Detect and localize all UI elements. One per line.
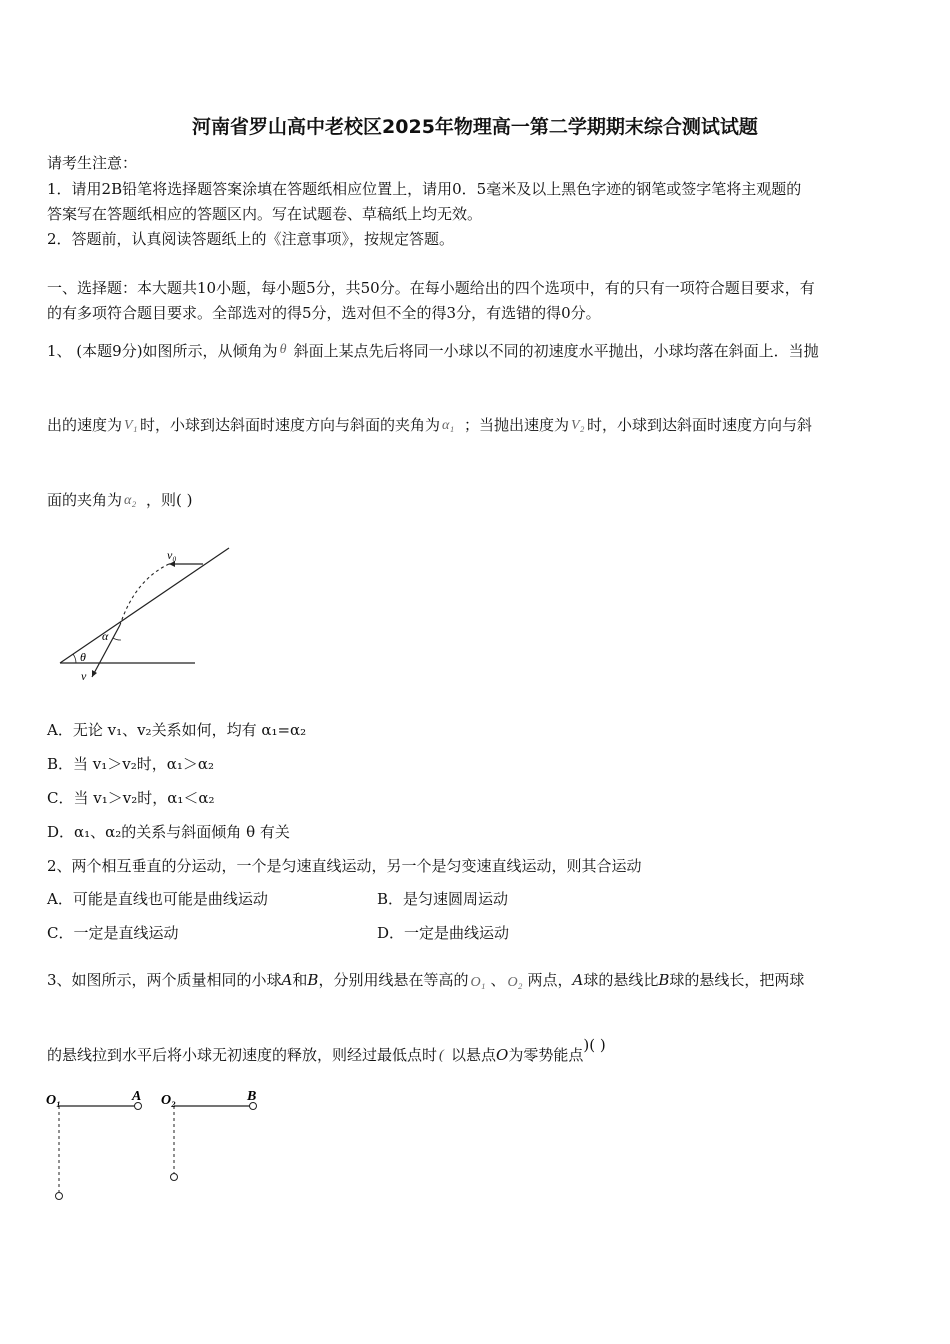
q1-stem-part: 斜面上某点先后将同一小球以不同的初速度水平抛出，小球均落在斜面上．当抛 bbox=[293, 342, 819, 360]
o1-label: O₁ bbox=[46, 1093, 61, 1108]
page-title: 河南省罗山高中老校区2025年物理高一第二学期期末综合测试试题 bbox=[192, 116, 758, 138]
q3-stem-line2 bbox=[47, 1036, 606, 1065]
q3-stem-part: )( ) bbox=[583, 1036, 606, 1054]
q3-stem-part: ，分别用线悬在等高的 bbox=[318, 971, 469, 989]
q1-stem-line2 bbox=[47, 414, 812, 435]
q3-stem-part: 3、如图所示，两个质量相同的小球 bbox=[47, 971, 282, 989]
q1-stem-part: 出的速度为 bbox=[47, 416, 123, 434]
q2-option-d[interactable]: D．一定是曲线运动 bbox=[377, 924, 510, 942]
alpha-label: α bbox=[102, 629, 109, 643]
q3-stem-part: 球的悬线长，把两球 bbox=[669, 971, 805, 989]
q1-stem-part: 面的夹角为 bbox=[47, 491, 123, 509]
impact-arrowhead bbox=[92, 670, 97, 677]
q1-option-d[interactable]: D．α₁、α₂的关系与斜面倾角 θ 有关 bbox=[47, 823, 290, 841]
o1-symbol: O₁ bbox=[470, 975, 486, 990]
theta-arc bbox=[73, 654, 76, 663]
q3-stem-part: 的悬线拉到水平后将小球无初速度的释放，则经过最低点时 bbox=[47, 1046, 438, 1064]
pivot-o-ref: O bbox=[496, 1046, 509, 1064]
q1-stem-part: ；当抛出速度为 bbox=[464, 416, 570, 434]
q1-option-a[interactable]: A．无论 v₁、v₂关系如何，均有 α₁=α₂ bbox=[47, 721, 307, 739]
q1-option-c[interactable]: C．当 v₁＞v₂时，α₁＜α₂ bbox=[47, 789, 215, 807]
v0-label: v₀ bbox=[167, 548, 177, 562]
q1-option-b[interactable]: B．当 v₁＞v₂时，α₁＞α₂ bbox=[47, 755, 215, 773]
ball-b-ref: B bbox=[658, 971, 670, 989]
q3-stem-part: 球的悬线比 bbox=[583, 971, 659, 989]
a-label: A bbox=[132, 1089, 142, 1104]
v-label: v bbox=[81, 669, 87, 683]
paren-open: ( bbox=[439, 1048, 444, 1063]
o2-label: O₂ bbox=[161, 1093, 176, 1108]
v1-symbol: V₁ bbox=[124, 418, 138, 433]
q3-stem-line1 bbox=[47, 969, 804, 990]
q1-stem-line3 bbox=[47, 489, 193, 510]
q3-stem-part: 和 bbox=[292, 971, 308, 989]
q3-stem-part: 两点， bbox=[527, 971, 573, 989]
q2-option-c[interactable]: C．一定是直线运动 bbox=[47, 924, 179, 942]
q1-stem-part: ，则( ) bbox=[146, 491, 193, 509]
q3-stem-part: 、 bbox=[490, 971, 506, 989]
alpha1-symbol: α₁ bbox=[442, 418, 455, 433]
o2-symbol: O₂ bbox=[507, 975, 523, 990]
notice-item-1: 1．请用2B铅笔将选择题答案涂填在答题纸相应位置上，请用0．5毫米及以上黑色字迹的钢笔或签字笔将主观题的 bbox=[47, 180, 802, 198]
ball-a-lowest bbox=[56, 1193, 63, 1200]
q2-stem: 2、两个相互垂直的分运动，一个是匀速直线运动，另一个是匀变速直线运动，则其合运动 bbox=[47, 857, 642, 875]
q2-option-b[interactable]: B．是匀速圆周运动 bbox=[377, 890, 509, 908]
section1-intro-cont: 的有多项符合题目要求。全部选对的得5分，选对但不全的得3分，有选错的得0分。 bbox=[47, 304, 601, 322]
alpha2-symbol: α₂ bbox=[124, 493, 137, 508]
q3-stem-part: 以悬点 bbox=[451, 1046, 497, 1064]
q1-stem-line1 bbox=[47, 340, 819, 361]
section1-intro: 一、选择题：本大题共10小题，每小题5分，共50分。在每小题给出的四个选项中，有的只有一项符合题目要求，有 bbox=[47, 279, 815, 297]
q1-incline-figure bbox=[55, 540, 240, 685]
q1-stem-part: 时，小球到达斜面时速度方向与斜面的夹角为 bbox=[140, 416, 441, 434]
ball-b-lowest bbox=[171, 1174, 178, 1181]
q1-stem-part: 1、 (本题9分)如图所示，从倾角为 bbox=[47, 342, 278, 360]
b-label: B bbox=[247, 1089, 257, 1104]
ball-b-ref: B bbox=[307, 971, 319, 989]
alpha-arc bbox=[113, 638, 121, 640]
q2-option-a[interactable]: A．可能是直线也可能是曲线运动 bbox=[47, 890, 268, 908]
notice-heading: 请考生注意： bbox=[47, 154, 138, 172]
v2-symbol: V₂ bbox=[571, 418, 585, 433]
theta-symbol: θ bbox=[279, 342, 287, 357]
q3-stem-part: 为零势能点 bbox=[508, 1046, 584, 1064]
q3-pendulum-figure bbox=[42, 1082, 272, 1207]
theta-label: θ bbox=[80, 650, 86, 664]
notice-item-2: 2．答题前，认真阅读答题纸上的《注意事项》，按规定答题。 bbox=[47, 230, 455, 248]
q1-stem-part: 时，小球到达斜面时速度方向与斜 bbox=[587, 416, 813, 434]
ball-a-ref: A bbox=[572, 971, 584, 989]
ball-a-ref: A bbox=[281, 971, 293, 989]
notice-item-1-cont: 答案写在答题纸相应的答题区内。写在试题卷、草稿纸上均无效。 bbox=[47, 205, 483, 223]
incline-line bbox=[60, 548, 229, 663]
